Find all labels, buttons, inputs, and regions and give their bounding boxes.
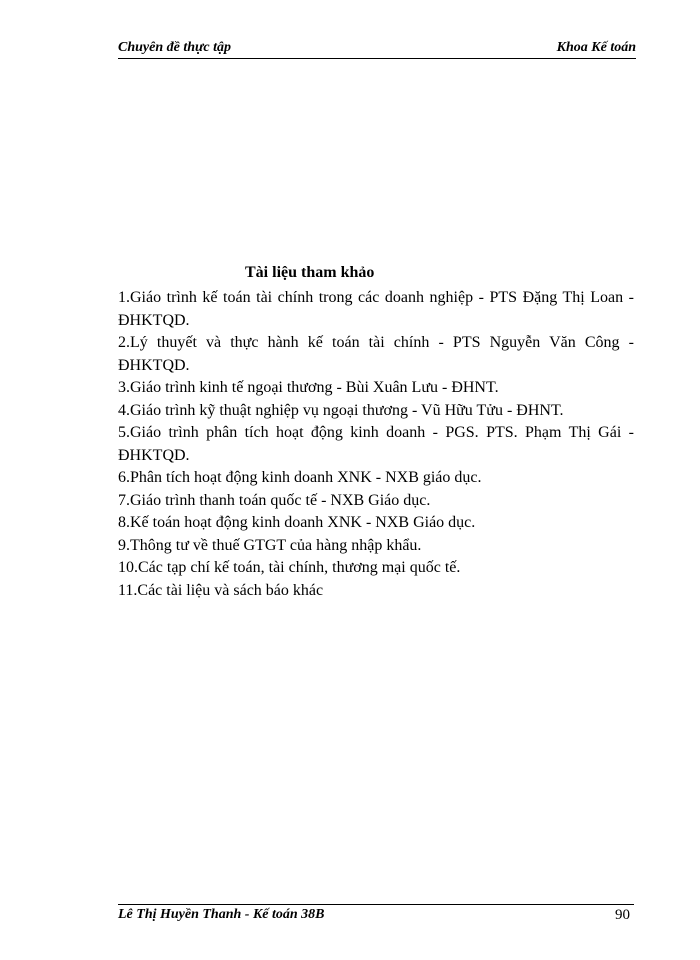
footer-author-text: Lê Thị Huyền Thanh - Kế toán 38B	[118, 907, 325, 922]
reference-item-7: 7.Giáo trình thanh toán quốc tế - NXB Giáo dục.	[118, 491, 431, 509]
references-list	[118, 287, 634, 602]
reference-item-8: 8.Kế toán hoạt động kinh doanh XNK - NXB Giáo dục.	[118, 514, 476, 531]
reference-item-2: 2.Lý thuyết và thực hành kế toán tài chính - PTS Nguyễn Văn Công - ĐHKTQD.	[118, 334, 634, 374]
reference-item-11: 11.Các tài liệu và sách báo khác	[118, 581, 324, 599]
reference-item-3: 3.Giáo trình kinh tế ngoại thương - Bùi Xuân Lưu - ĐHNT.	[118, 379, 499, 396]
reference-item-9: 9.Thông tư về thuế GTGT của hàng nhập khẩu.	[118, 536, 422, 554]
reference-item-4: 4.Giáo trình kỹ thuật nghiệp vụ ngoại thương - Vũ Hữu Tửu - ĐHNT.	[118, 401, 564, 419]
header-left-text: Chuyên đề thực tập	[118, 40, 232, 55]
page-header	[118, 40, 636, 59]
reference-item-10: 10.Các tạp chí kế toán, tài chính, thương mại quốc tế.	[118, 559, 461, 576]
page-number: 90	[615, 907, 630, 923]
reference-item-1: 1.Giáo trình kế toán tài chính trong các doanh nghiệp - PTS Đặng Thị Loan - ĐHKTQD.	[118, 289, 634, 329]
references-title: Tài liệu tham khảo	[245, 264, 375, 281]
header-right-text: Khoa Kế toán	[556, 40, 636, 55]
page-footer	[118, 904, 634, 925]
reference-item-6: 6.Phân tích hoạt động kinh doanh XNK - NXB giáo dục.	[118, 469, 482, 486]
reference-item-5: 5.Giáo trình phân tích hoạt động kinh doanh - PGS. PTS. Phạm Thị Gái - ĐHKTQD.	[118, 424, 634, 464]
